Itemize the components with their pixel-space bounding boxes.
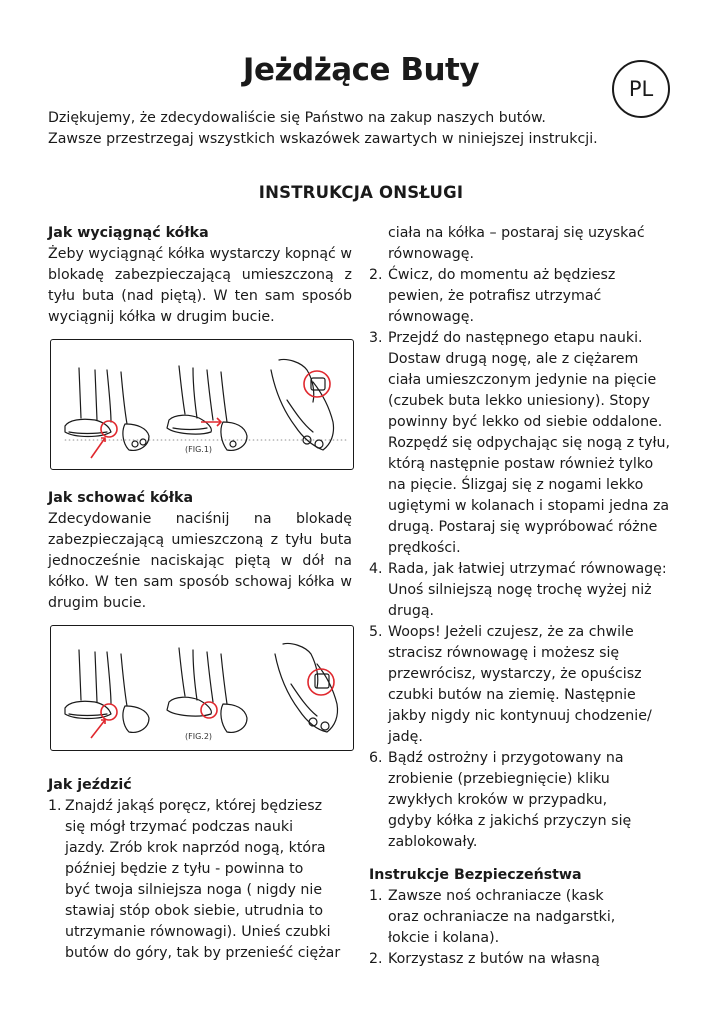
step-line: zrobienie (przebiegnięcie) kliku [388, 771, 610, 787]
ride-steps-list [48, 796, 358, 964]
retract-body: Zdecydowanie naciśnij na blokadę zabezpieczającą umieszczoną z tyłu buta jednocześnie naciskając piętą w dół na kółko. W ten sam sposób schowaj kółka w drugim bucie. [48, 511, 352, 611]
ride-section-continued [369, 223, 689, 970]
figure-1 [50, 339, 354, 470]
safety-item-2 [369, 949, 689, 970]
step-line: być twoja silniejsza noga ( nigdy nie [65, 882, 323, 898]
extract-body: Żeby wyciągnąć kółka wystarczy kopnąć w blokadę zabezpieczającą umieszczoną z tyłu buta (nad piętą). W ten sam sposób wyciągnij kółka w drugim bucie. [48, 246, 352, 325]
retract-heading: Jak schować kółka [48, 490, 194, 506]
intro-line: Dziękujemy, że zdecydowaliście się Państwo na zakup naszych butów. [48, 110, 546, 126]
item-line: Korzystasz z butów na własną [388, 951, 600, 967]
extract-heading: Jak wyciągnąć kółka [48, 225, 209, 241]
step-line: gdyby kółka z jakichś przyczyn się [388, 813, 632, 829]
step-number: 3. [369, 330, 383, 346]
figure-2 [50, 625, 354, 751]
step-number: 2. [369, 267, 383, 283]
step-line: Ćwicz, do momentu aż będziesz [388, 267, 616, 283]
step-line: zwykłych kroków w przypadku, [388, 792, 608, 808]
intro-line: Zawsze przestrzegaj wszystkich wskazówek zawartych w niniejszej instrukcji. [48, 131, 598, 147]
step-line: prędkości. [388, 540, 461, 556]
safety-heading: Instrukcje Bezpieczeństwa [369, 867, 582, 883]
step-number: 5. [369, 624, 383, 640]
figure-2-label: (FIG.2) [185, 732, 213, 741]
step-line: ciała umieszczonym jedynie na pięcie [388, 372, 657, 388]
step-line: Dostaw drugą nogę, ale z ciężarem [388, 351, 639, 367]
step-line: drugą. Postaraj się wypróbować różne [388, 519, 658, 535]
step-line: na pięcie. Ślizgaj się z nogami lekko [388, 477, 644, 493]
step-line: później będzie z tyłu - powinna to [65, 861, 304, 877]
ride-step-6 [369, 748, 689, 853]
step-line: jadę. [388, 729, 423, 745]
step-line: utrzymanie równowagi). Unieś czubki [65, 924, 331, 940]
safety-item-1 [369, 886, 689, 949]
step-1-continued-line: ciała na kółka – postaraj się uzyskać [388, 225, 645, 241]
step-line: Rada, jak łatwiej utrzymać równowagę: [388, 561, 667, 577]
intro-text [48, 108, 688, 150]
item-line: łokcie i kolana). [388, 930, 500, 946]
step-line: stracisz równowagę i możesz się [388, 645, 620, 661]
step-line: stawiaj stóp obok siebie, utrudnia to [65, 903, 324, 919]
ride-step-2 [369, 265, 689, 328]
step-line: którą następnie postaw również tylko [388, 456, 654, 472]
step-line: powinny być lekko od siebie oddalone. [388, 414, 663, 430]
step-line: pewien, że potrafisz utrzymać [388, 288, 602, 304]
step-number: 4. [369, 561, 383, 577]
figure-1-label: (FIG.1) [185, 445, 213, 454]
ride-steps-list-continued [369, 265, 689, 853]
figure-2-illustration [51, 626, 352, 749]
step-line: (czubek buta lekko uniesiony). Stopy [388, 393, 651, 409]
item-line: oraz ochraniacze na nadgarstki, [388, 909, 616, 925]
instructions-title: INSTRUKCJA ONSŁUGI [258, 183, 464, 202]
step-line: Bądź ostrożny i przygotowany na [388, 750, 624, 766]
item-number: 1. [369, 888, 383, 904]
extract-section [48, 223, 352, 328]
safety-list [369, 886, 689, 970]
step-number: 1. [48, 798, 62, 814]
step-number: 6. [369, 750, 383, 766]
step-line: butów do góry, tak by przenieść ciężar [65, 945, 341, 961]
step-line: jazdy. Zrób krok naprzód nogą, która [65, 840, 326, 856]
step-line: się mógł trzymać podczas nauki [65, 819, 294, 835]
step-line: Znajdź jakąś poręcz, której będziesz [65, 798, 323, 814]
step-line: Woops! Jeżeli czujesz, że za chwile [388, 624, 634, 640]
step-1-continued-line: równowagę. [388, 246, 475, 262]
step-line: drugą. [388, 603, 435, 619]
item-number: 2. [369, 951, 383, 967]
ride-heading: Jak jeździć [48, 777, 132, 793]
ride-step-4 [369, 559, 689, 622]
step-line: Unoś silniejszą nogę trochę wyżej niż [388, 582, 652, 598]
step-line: zablokowały. [388, 834, 478, 850]
retract-section [48, 488, 352, 614]
step-line: równowagę. [388, 309, 475, 325]
step-line: czubki butów na ziemię. Następnie [388, 687, 636, 703]
step-line: Rozpędź się odpychając się nogą z tyłu, [388, 435, 671, 451]
ride-step-3 [369, 328, 689, 559]
item-line: Zawsze noś ochraniacze (kask [388, 888, 604, 904]
language-badge: PL [612, 60, 670, 118]
ride-step-5 [369, 622, 689, 748]
step-line: jakby nigdy nic kontynuuj chodzenie/ [388, 708, 652, 724]
page-title: Jeżdżące Buty [242, 52, 480, 88]
step-line: ugiętymi w kolanach i stopami jedna za [388, 498, 670, 514]
step-line: przewrócisz, wystarczy, że opuścisz [388, 666, 642, 682]
step-line: Przejdź do następnego etapu nauki. [388, 330, 643, 346]
ride-step-1 [48, 796, 358, 964]
ride-section [48, 775, 358, 964]
